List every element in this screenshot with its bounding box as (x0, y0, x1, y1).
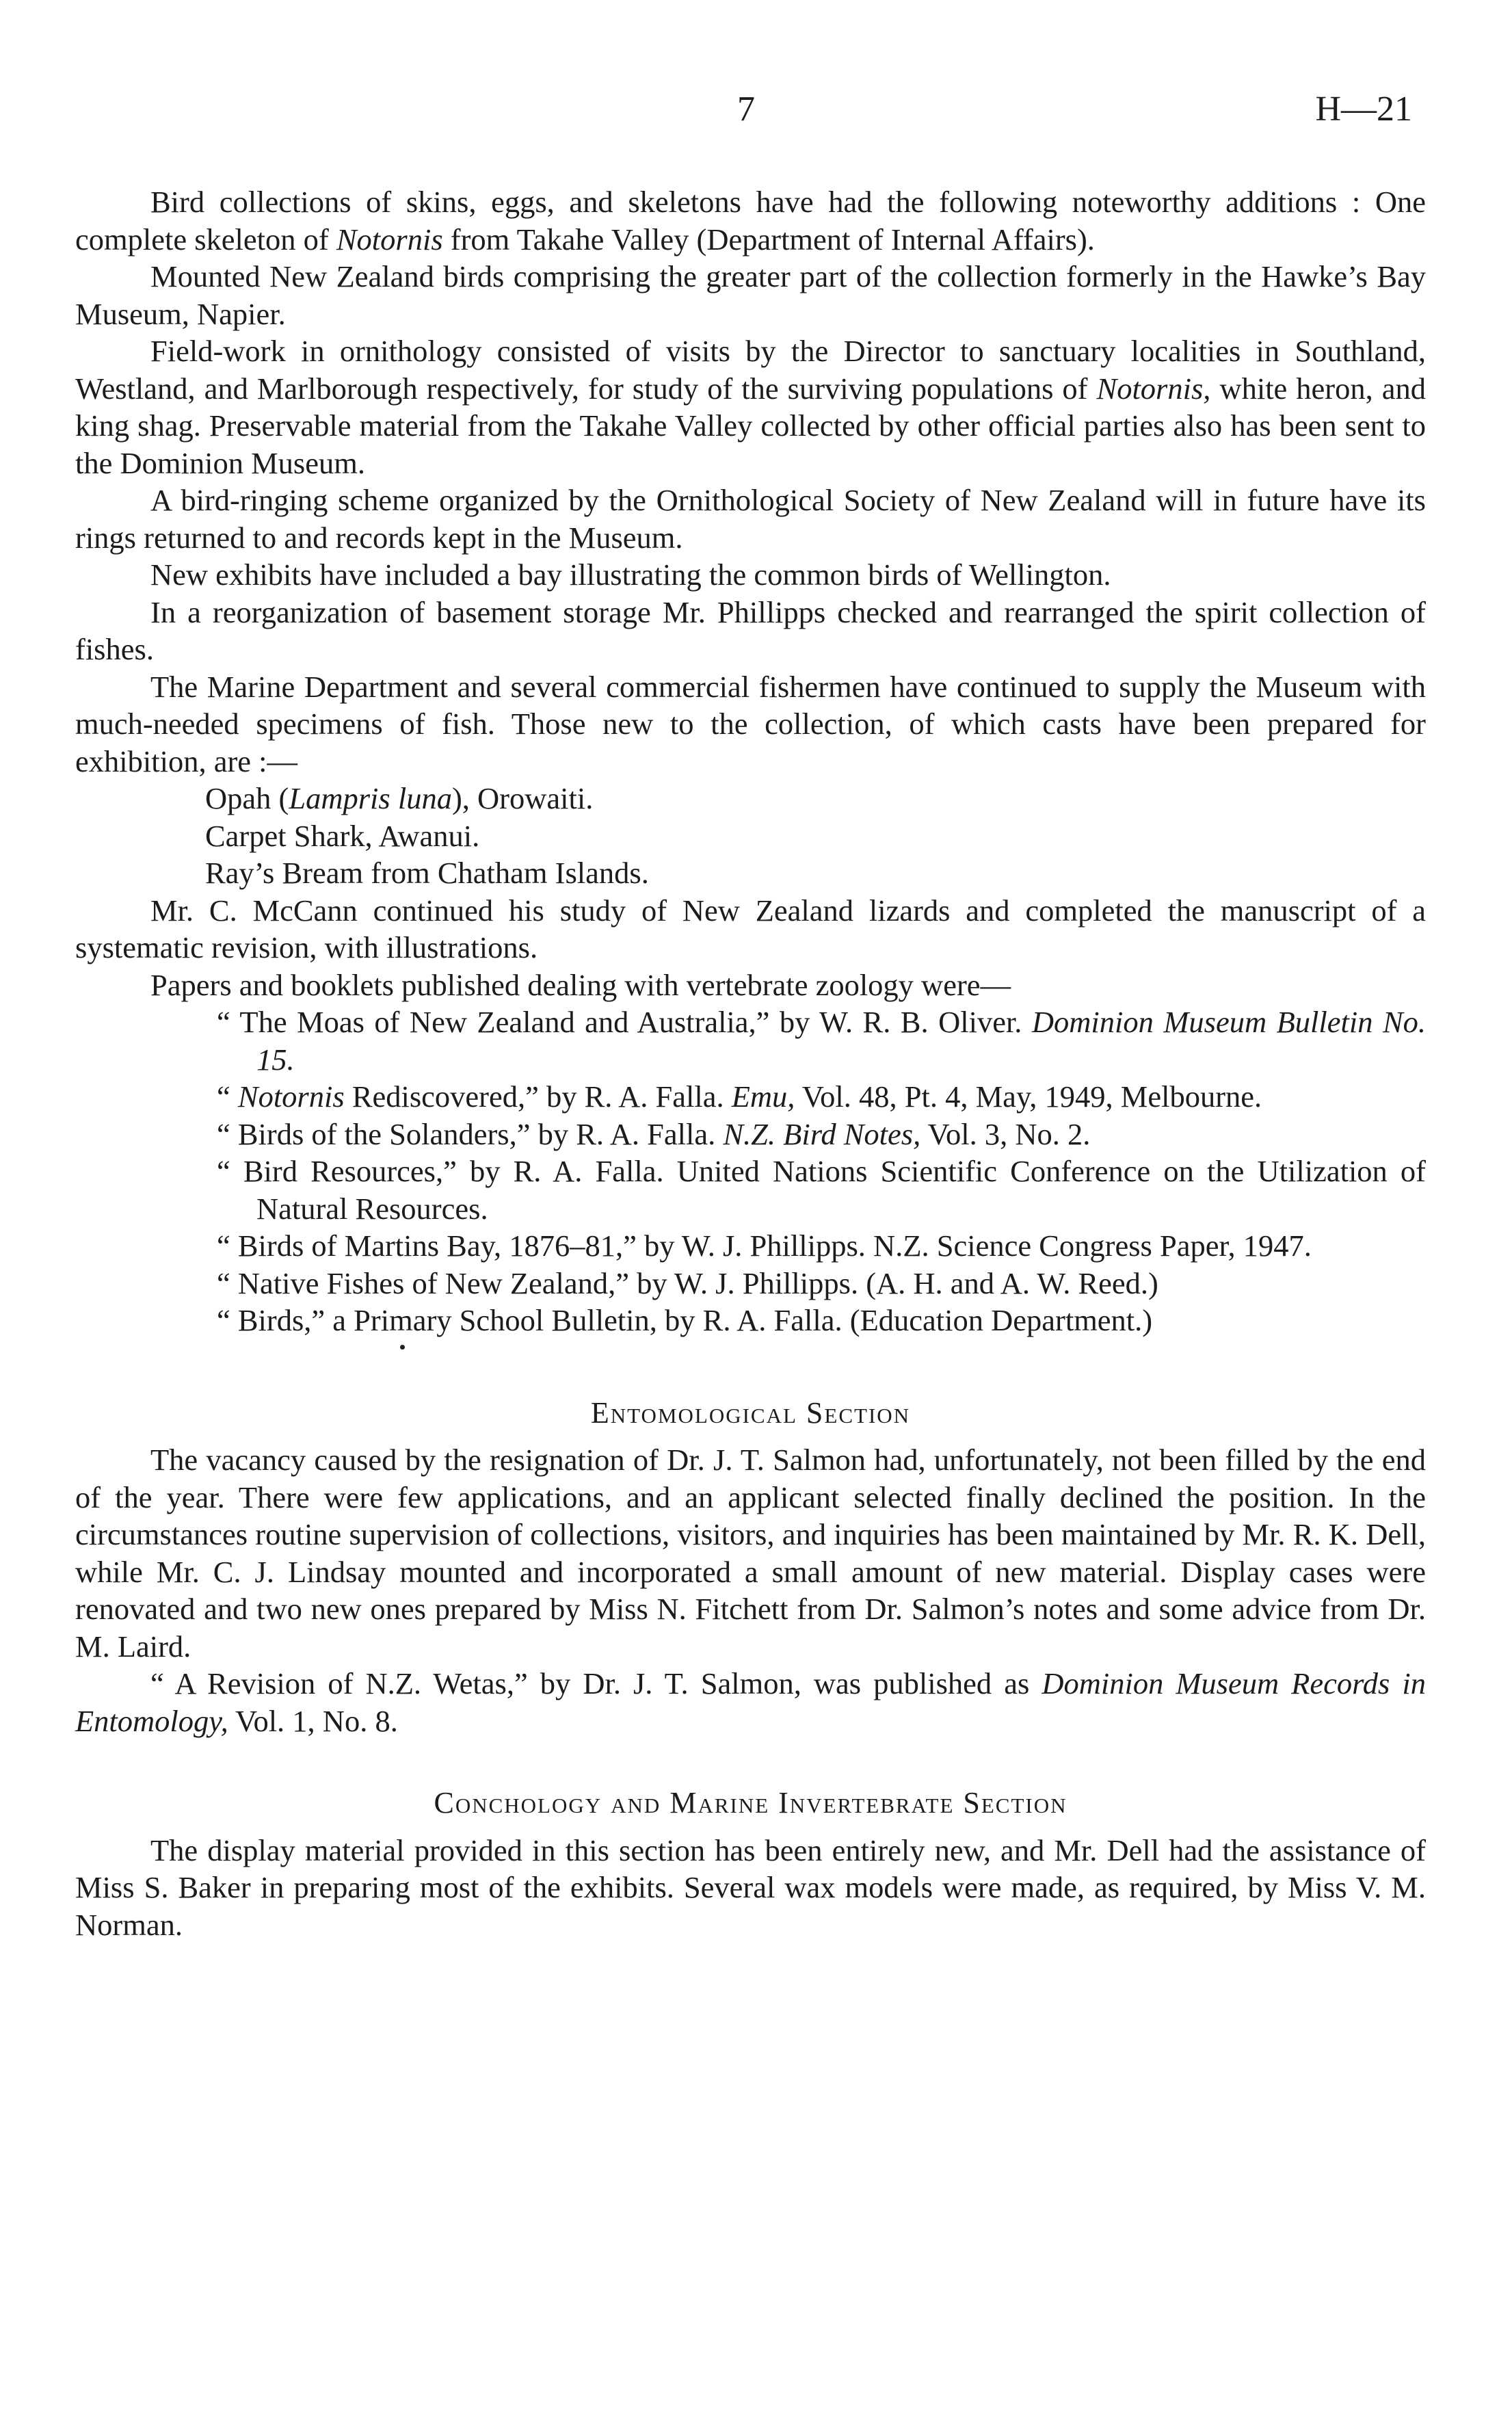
page-body (75, 183, 1426, 1943)
paragraph-reorganization: In a reorganization of basement storage Mr. Phillipps checked and rearranged the spirit collection of fishes. (75, 594, 1426, 666)
text: Vol. 48, Pt. 4, May, 1949, Melbourne. (795, 1079, 1262, 1114)
text: ), Orowaiti. (451, 781, 594, 815)
paragraph-marine-department: The Marine Department and several commercial fishermen have continued to supply the Museum with much-needed specimens of fish. Those new to the collection, of which casts have been prepared for exhibition, are :— (75, 669, 1426, 778)
paragraph-papers-intro: Papers and booklets published dealing with vertebrate zoology were— (150, 967, 1011, 1002)
italic-text: Dominion Museum Records in Entomology, (75, 1666, 1426, 1738)
text: “ Birds of the Solanders,” by R. A. Falla. (217, 1116, 724, 1151)
list-item (75, 780, 1426, 817)
text: “ A Revision of N.Z. Wetas,” by Dr. J. T. Salmon, was published as (150, 1666, 1042, 1700)
text: Opah ( (205, 781, 289, 815)
text: white heron, and king shag. Preservable material from the Takahe Valley collected by other official parties also has been sent to the Dominion Museum. (75, 371, 1427, 480)
paragraph-field-work (75, 332, 1426, 482)
italic-text: Notornis (336, 222, 443, 257)
page-header (0, 89, 1512, 137)
fish-list (75, 780, 1426, 892)
text: Vol. 1, No. 8. (228, 1703, 398, 1738)
paragraph-new-exhibits: New exhibits have included a bay illustrating the common birds of Wellington. (150, 557, 1111, 592)
text: Field-work in ornithology consisted of visits by the Director to sanctuary localities in Southland, Westland, and Marlborough respectively, for study of the surviving populations of (75, 334, 1426, 406)
italic-text: Lampris luna (289, 781, 452, 815)
list-item: “ Native Fishes of New Zealand,” by W. J. Phillipps. (A. H. and A. W. Reed.) (217, 1265, 1158, 1300)
list-item (75, 1116, 1426, 1153)
italic-text: Dominion Museum Bulletin No. 15. (256, 1005, 1427, 1077)
text: Vol. 3, No. 2. (920, 1116, 1091, 1151)
text: from Takahe Valley (Department of Internal Affairs). (442, 222, 1095, 257)
paragraph-bird-collections (75, 183, 1426, 258)
italic-text: Notornis (237, 1079, 345, 1114)
list-item: “ Bird Resources,” by R. A. Falla. United Nations Scientific Conference on the Utilization of Natural Resources. (217, 1154, 1426, 1226)
italic-text: Emu, (731, 1079, 795, 1114)
document-reference: H—21 (1315, 90, 1412, 129)
paragraph-bird-ringing: A bird-ringing scheme organized by the Ornithological Society of New Zealand will in future have its rings returned to and records kept in the Museum. (75, 483, 1426, 555)
paragraph-mounted-birds: Mounted New Zealand birds comprising the greater part of the collection formerly in the Hawke’s Bay Museum, Napier. (75, 259, 1426, 331)
list-item (75, 1003, 1426, 1078)
text: “ The Moas of New Zealand and Australia,” by W. R. B. Oliver. (217, 1005, 1032, 1039)
list-item: “ Birds of Martins Bay, 1876–81,” by W. J. Phillipps. N.Z. Science Congress Paper, 1947. (217, 1228, 1312, 1263)
section-heading-entomology: Entomological Section (590, 1395, 911, 1430)
paragraph-entomology-vacancy: The vacancy caused by the resignation of Dr. J. T. Salmon had, unfortunately, not been filled by the end of the year. There were few applications, and an applicant selected finally declined the position. In the circumstances routine supervision of collections, visitors, and inquiries has been maintained by Mr. R. K. Dell, while Mr. C. J. Lindsay mounted and incorporated a small amount of new material. Display cases were renovated and two new ones prepared by Miss N. Fitchett from Dr. Salmon’s notes and some advice from Dr. M. Laird. (75, 1443, 1426, 1664)
list-item: Ray’s Bream from Chatham Islands. (205, 856, 649, 890)
publication-list (75, 1003, 1426, 1339)
list-item: Carpet Shark, Awanui. (205, 818, 480, 853)
text: Rediscovered,” by R. A. Falla. (344, 1079, 732, 1114)
paragraph-conchology-display: The display material provided in this section has been entirely new, and Mr. Dell had the assistance of Miss S. Baker in preparing most of the exhibits. Several wax models were made, as required, by Miss V. M. Norman. (75, 1832, 1426, 1942)
paragraph-entomology-publication (75, 1665, 1426, 1739)
italic-text: Notornis, (1096, 371, 1211, 406)
italic-text: N.Z. Bird Notes, (723, 1116, 921, 1151)
text: “ (217, 1079, 238, 1114)
list-item (75, 1078, 1426, 1116)
printer-mark (400, 1345, 405, 1350)
page-number: 7 (737, 90, 755, 129)
section-heading-conchology: Conchology and Marine Invertebrate Section (434, 1786, 1067, 1819)
text: Bird collections of skins, eggs, and skeletons have had the following noteworthy additions : One complete skeleton of (75, 185, 1426, 257)
list-item: “ Birds,” a Primary School Bulletin, by R. A. Falla. (Education Department.) (217, 1303, 1153, 1337)
paragraph-mccann: Mr. C. McCann continued his study of New Zealand lizards and completed the manuscript of a systematic revision, with illustrations. (75, 893, 1426, 964)
